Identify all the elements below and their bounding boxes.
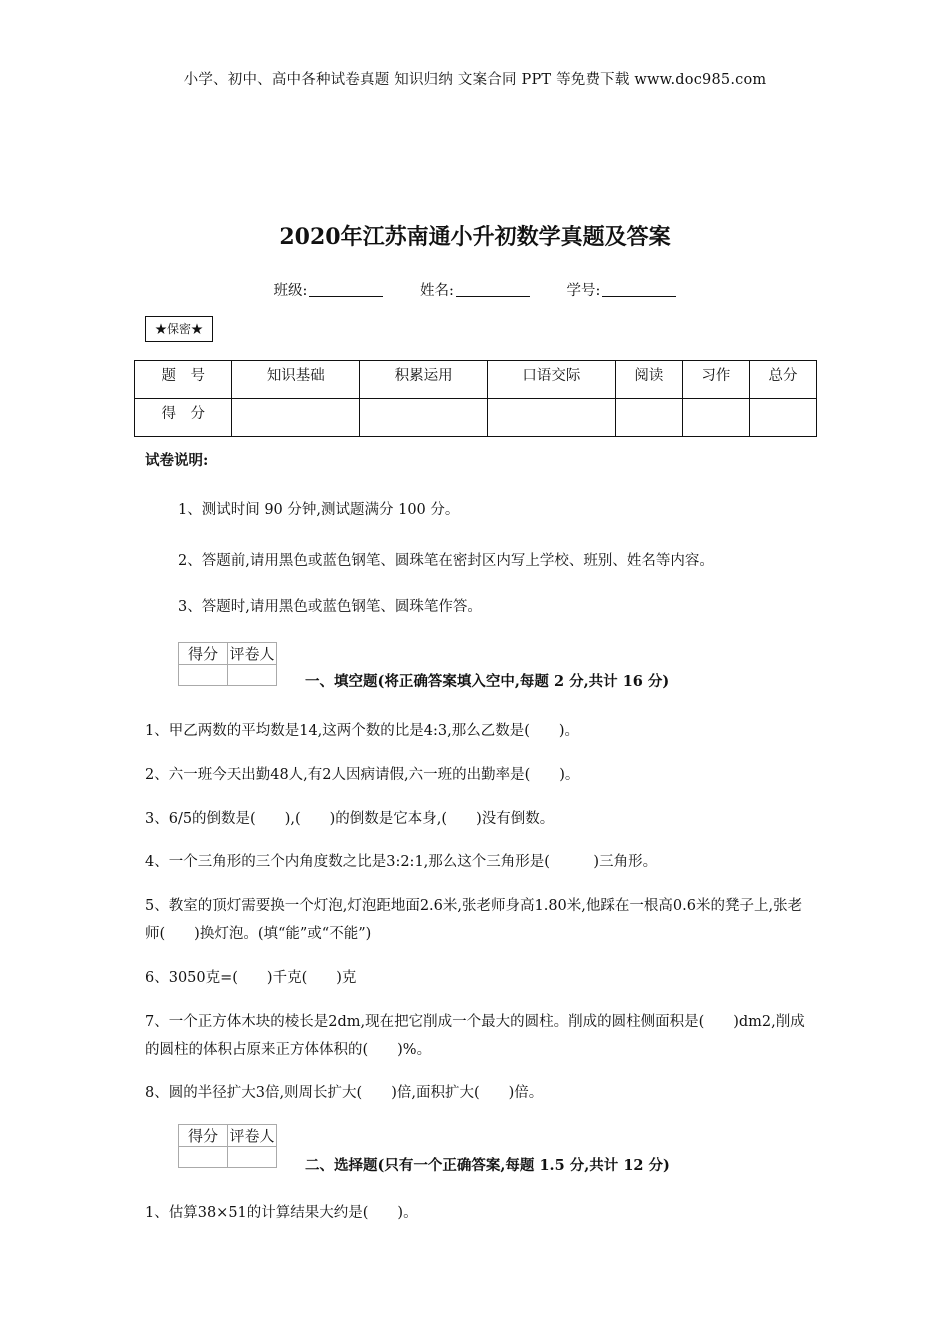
grader-box-grader-label: 评卷人 <box>228 643 277 665</box>
student-id-field[interactable] <box>567 283 677 299</box>
exam-title: 2020年江苏南通小升初数学真题及答案 <box>279 224 671 250</box>
question-item: 8、圆的半径扩大3倍,则周长扩大( )倍,面积扩大( )倍。 <box>145 1085 544 1101</box>
note-item: 1、测试时间 90 分钟,测试题满分 100 分。 <box>178 502 460 518</box>
score-cell: 题 号 <box>135 361 232 399</box>
page-header: 小学、初中、高中各种试卷真题 知识归纳 文案合同 PPT 等免费下载 www.doc985.com <box>183 72 767 88</box>
score-cell: 阅读 <box>615 361 682 399</box>
class-blank[interactable] <box>309 282 383 297</box>
question-item: 7、一个正方体木块的棱长是2dm,现在把它削成一个最大的圆柱。削成的圆柱侧面积是( )dm2,削成的圆柱的体积占原来正方体体积的( )%。 <box>145 1014 805 1058</box>
score-input-cell[interactable] <box>232 399 360 437</box>
score-cell: 知识基础 <box>232 361 360 399</box>
score-input-cell[interactable] <box>615 399 682 437</box>
confidential-badge: ★保密★ <box>145 316 213 342</box>
question-item: 1、估算38×51的计算结果大约是( )。 <box>145 1205 418 1221</box>
question-item: 1、甲乙两数的平均数是14,这两个数的比是4:3,那么乙数是( )。 <box>145 723 580 739</box>
section-heading: 一、填空题(将正确答案填入空中,每题 2 分,共计 16 分) <box>305 673 670 690</box>
student-id-blank[interactable] <box>602 282 676 297</box>
score-table-header-row <box>135 361 817 399</box>
notes-title: 试卷说明: <box>145 452 209 469</box>
section-heading: 二、选择题(只有一个正确答案,每题 1.5 分,共计 12 分) <box>305 1157 670 1174</box>
student-info-fields <box>0 279 950 300</box>
note-item: 3、答题时,请用黑色或蓝色钢笔、圆珠笔作答。 <box>178 599 482 615</box>
student-id-label: 学号: <box>566 283 601 299</box>
class-field[interactable] <box>274 283 384 299</box>
grader-box-score-label: 得分 <box>179 1125 228 1147</box>
question-item: 5、教室的顶灯需要换一个灯泡,灯泡距地面2.6米,张老师身高1.80米,他踩在一根高0.6米的凳子上,张老师( )换灯泡。(填“能”或“不能”) <box>145 898 803 942</box>
grader-box-score-label: 得分 <box>179 643 228 665</box>
question-item: 2、六一班今天出勤48人,有2人因病请假,六一班的出勤率是( )。 <box>145 767 580 783</box>
grader-box-grader-input[interactable] <box>228 665 277 686</box>
name-field[interactable] <box>420 283 530 299</box>
score-cell: 习作 <box>682 361 749 399</box>
grader-box-grader-input[interactable] <box>228 1147 277 1168</box>
score-input-cell[interactable] <box>488 399 616 437</box>
name-label: 姓名: <box>420 283 454 299</box>
score-table-score-row <box>135 399 817 437</box>
grader-box-grader-label: 评卷人 <box>228 1125 277 1147</box>
grader-box-score-input[interactable] <box>179 665 228 686</box>
score-input-cell[interactable] <box>749 399 816 437</box>
grader-box <box>178 1124 277 1168</box>
class-label: 班级: <box>273 283 308 299</box>
name-blank[interactable] <box>456 282 530 297</box>
question-item: 3、6/5的倒数是( ),( )的倒数是它本身,( )没有倒数。 <box>145 811 555 827</box>
grader-box-score-input[interactable] <box>179 1147 228 1168</box>
question-item: 6、3050克=( )千克( )克 <box>145 970 357 986</box>
score-input-cell[interactable] <box>682 399 749 437</box>
grader-box <box>178 642 277 686</box>
score-cell: 积累运用 <box>360 361 488 399</box>
note-item: 2、答题前,请用黑色或蓝色钢笔、圆珠笔在密封区内写上学校、班别、姓名等内容。 <box>178 553 714 569</box>
score-table <box>134 360 817 437</box>
question-item: 4、一个三角形的三个内角度数之比是3:2:1,那么这个三角形是( )三角形。 <box>145 854 658 870</box>
score-cell: 口语交际 <box>488 361 616 399</box>
score-input-cell[interactable] <box>360 399 488 437</box>
score-cell: 得 分 <box>135 399 232 437</box>
score-cell: 总分 <box>749 361 816 399</box>
